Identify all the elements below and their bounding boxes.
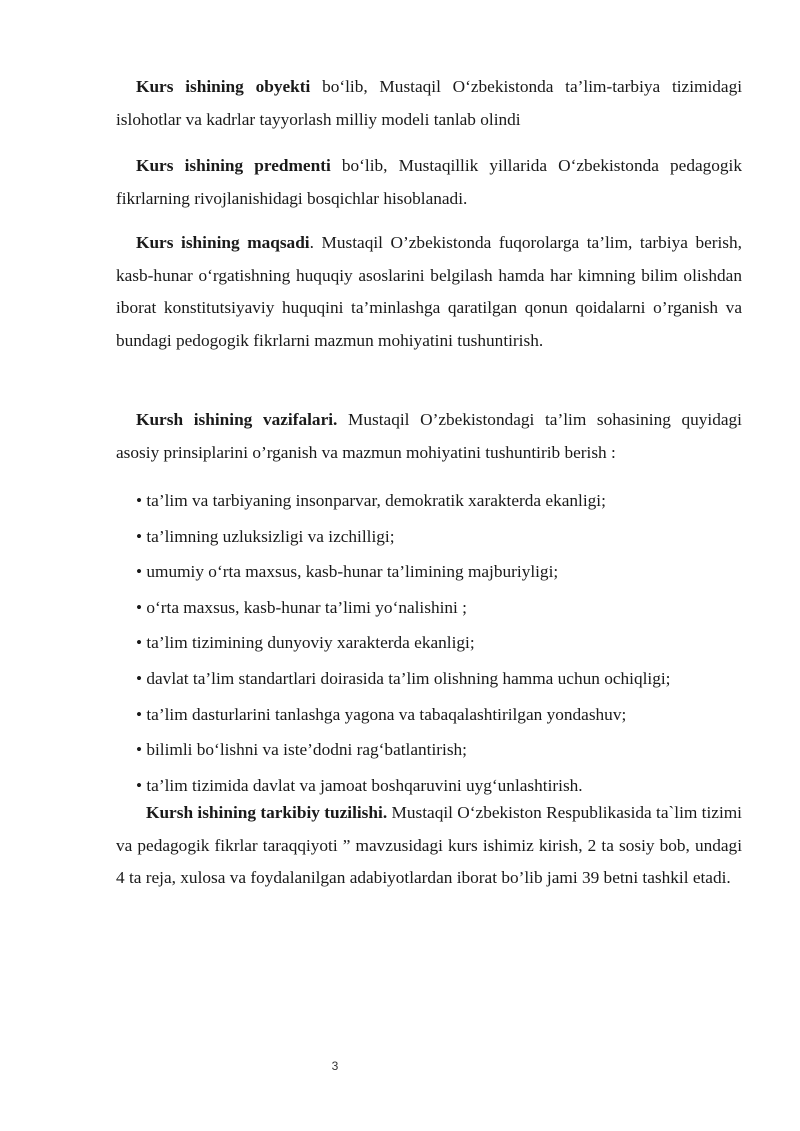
list-item: • ta’lim tizimida davlat va jamoat boshqaruvini uyg‘unlashtirish. bbox=[136, 775, 583, 795]
paragraph-subject-heading: Kurs ishining predmenti bbox=[136, 156, 331, 175]
list-item: • davlat ta’lim standartlari doirasida ta’lim olishning hamma uchun ochiqligi; bbox=[136, 668, 671, 688]
paragraph-subject-text: bo‘lib, Mustaqillik yillarida O‘zbekistonda pedagogik fikrlarning rivojlanishidagi bosqichlar hisoblanadi. bbox=[116, 156, 742, 208]
paragraph-structure-heading: Kursh ishining tarkibiy tuzilishi. bbox=[146, 803, 388, 822]
paragraph-tasks bbox=[116, 404, 742, 469]
list-item: • ta’lim tizimining dunyoviy xarakterda ekanligi; bbox=[136, 633, 475, 653]
paragraph-object-text: bo‘lib, Mustaqil O‘zbekistonda ta’lim-tarbiya tizimidagi islohotlar va kadrlar tayyorlash milliy modeli tanlab olindi bbox=[116, 77, 743, 129]
paragraph-tasks-text: Mustaqil O’zbekistondagi ta’lim sohasining quyidagi asosiy prinsiplarini o’rganish va mazmun mohiyatini tushuntirib berish : bbox=[116, 410, 742, 462]
list-item: • ta’limning uzluksizligi va izchilligi; bbox=[136, 526, 395, 546]
paragraph-tasks-heading: Kursh ishining vazifalari. bbox=[136, 410, 338, 429]
list-item: • bilimli bo‘lishni va iste’dodni rag‘batlantirish; bbox=[136, 740, 467, 760]
list-item: • ta’lim va tarbiyaning insonparvar, demokratik xarakterda ekanligi; bbox=[136, 491, 606, 510]
paragraph-subject bbox=[116, 150, 742, 215]
page-number: 3 bbox=[331, 1059, 339, 1073]
list-item: • umumiy o‘rta maxsus, kasb-hunar ta’limining majburiyligi; bbox=[136, 562, 559, 582]
list-item: • ta’lim dasturlarini tanlashga yagona va tabaqalashtirilgan yondashuv; bbox=[136, 704, 627, 724]
paragraph-object bbox=[116, 71, 742, 136]
paragraph-structure bbox=[116, 797, 742, 895]
principles-list bbox=[136, 483, 746, 803]
paragraph-structure-text: Mustaqil O‘zbekiston Respublikasida ta`lim tizimi va pedagogik fikrlar taraqqiyoti ” mavzusidagi kurs ishimiz kirish, 2 ta sosiy bob, undagi 4 ta reja, xulosa va foydalanilgan adabiyotlardan iborat bo’lib jami 39 betni tashkil etadi. bbox=[116, 803, 742, 887]
paragraph-goal-heading: Kurs ishining maqsadi bbox=[136, 233, 310, 252]
list-item: • o‘rta maxsus, kasb-hunar ta’limi yo‘nalishini ; bbox=[136, 597, 467, 617]
paragraph-object-heading: Kurs ishining obyekti bbox=[136, 77, 311, 96]
paragraph-goal bbox=[116, 227, 742, 357]
paragraph-goal-text: . Mustaqil O’zbekistonda fuqorolarga ta’lim, tarbiya berish, kasb-hunar o‘rgatishning huquqiy asoslarini belgilash hamda har kimning bilim olishdan iborat konstitutsiyaviy huquqini ta’minlashga qaratilgan qonun qoidalarni o’rganish va bundagi pedogogik fikrlarni mazmun mohiyatini tushuntirish. bbox=[116, 233, 742, 350]
